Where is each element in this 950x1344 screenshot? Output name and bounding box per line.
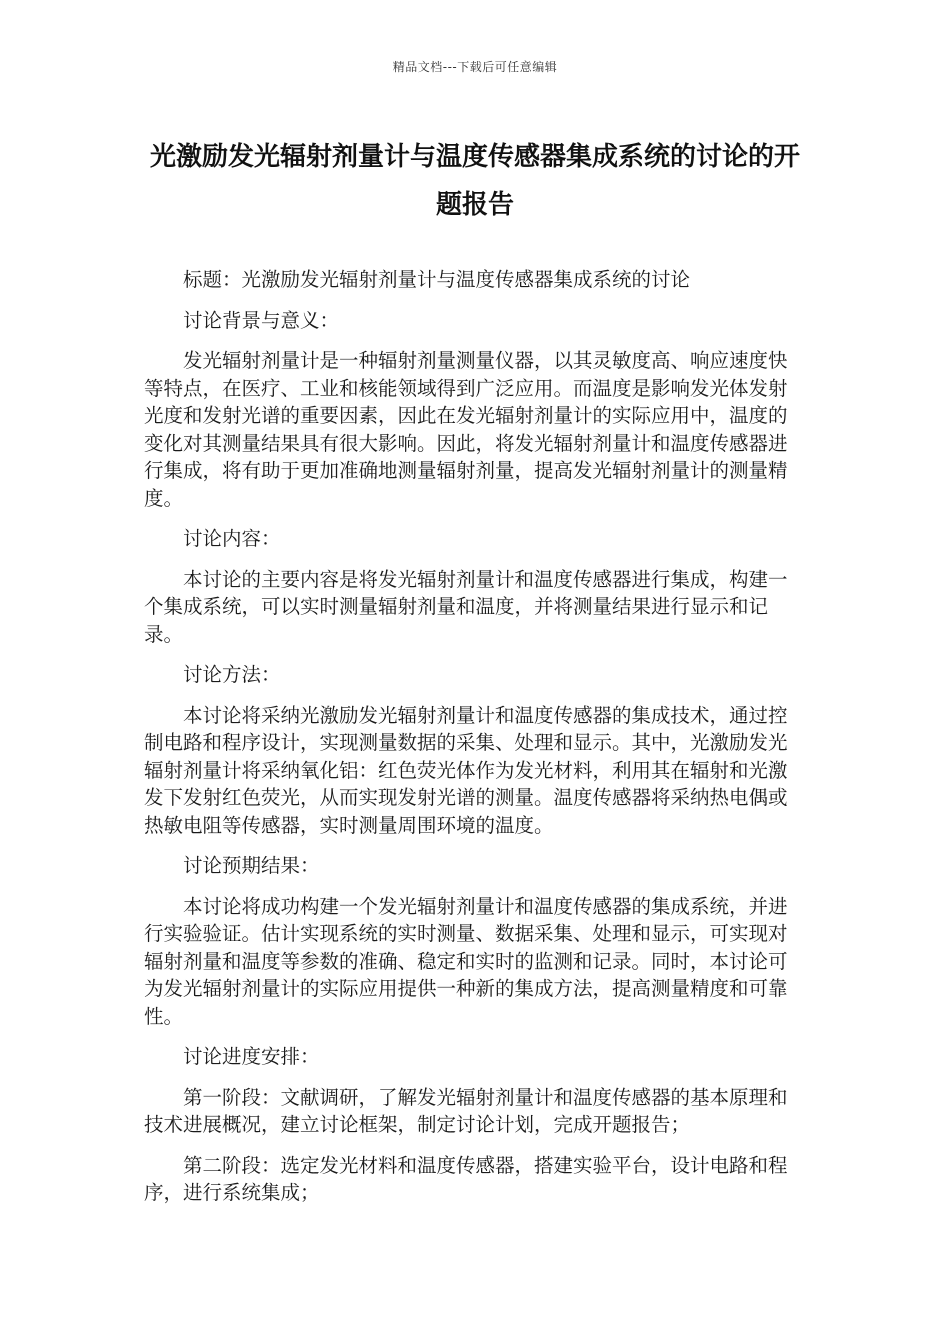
section-heading-results: 讨论预期结果： [183,854,320,877]
section-heading-schedule: 讨论进度安排： [183,1045,320,1068]
paragraph-background: 发光辐射剂量计是一种辐射剂量测量仪器，以其灵敏度高、响应速度快等特点，在医疗、工业和核能领域得到广泛应用。而温度是影响发光体发射光度和发射光谱的重要因素，因此在发光辐射剂量计的实际应用中，温度的变化对其测量结果具有很大影响。因此，将发光辐射剂量计和温度传感器进行集成，将有助于更加准确地测量辐射剂量，提高发光辐射剂量计的测量精度。 [144,349,788,510]
paragraph-method: 本讨论将采纳光激励发光辐射剂量计和温度传感器的集成技术，通过控制电路和程序设计，实现测量数据的采集、处理和显示。其中，光激励发光辐射剂量计将采纳氧化铝：红色荧光体作为发光材料，利用其在辐射和光激发下发射红色荧光，从而实现发射光谱的测量。温度传感器将采纳热电偶或热敏电阻等传感器，实时测量周围环境的温度。 [144,703,788,837]
paragraph-phase-1: 第一阶段：文献调研，了解发光辐射剂量计和温度传感器的基本原理和技术进展概况，建立讨论框架，制定讨论计划，完成开题报告； [144,1085,788,1136]
section-heading-method: 讨论方法： [183,663,281,686]
document-title: 光激励发光辐射剂量计与温度传感器集成系统的讨论的开题报告 [149,142,800,220]
paragraph-title-line: 标题：光激励发光辐射剂量计与温度传感器集成系统的讨论 [183,268,691,291]
document-body [144,266,794,1220]
section-heading-background: 讨论背景与意义： [183,308,340,332]
paragraph-results: 本讨论将成功构建一个发光辐射剂量计和温度传感器的集成系统，并进行实验验证。估计实现系统的实时测量、数据采集、处理和显示，可实现对辐射剂量和温度等参数的准确、稳定和实时的监测和记录。同时，本讨论可为发光辐射剂量计的实际应用提供一种新的集成方法，提高测量精度和可靠性。 [144,894,788,1028]
paragraph-content: 本讨论的主要内容是将发光辐射剂量计和温度传感器进行集成，构建一个集成系统，可以实时测量辐射剂量和温度，并将测量结果进行显示和记录。 [144,567,788,646]
paragraph-phase-2: 第二阶段：选定发光材料和温度传感器，搭建实验平台，设计电路和程序，进行系统集成； [144,1153,788,1204]
section-heading-content: 讨论内容： [183,527,281,550]
header-note: 精品文档---下载后可任意编辑 [392,60,558,74]
